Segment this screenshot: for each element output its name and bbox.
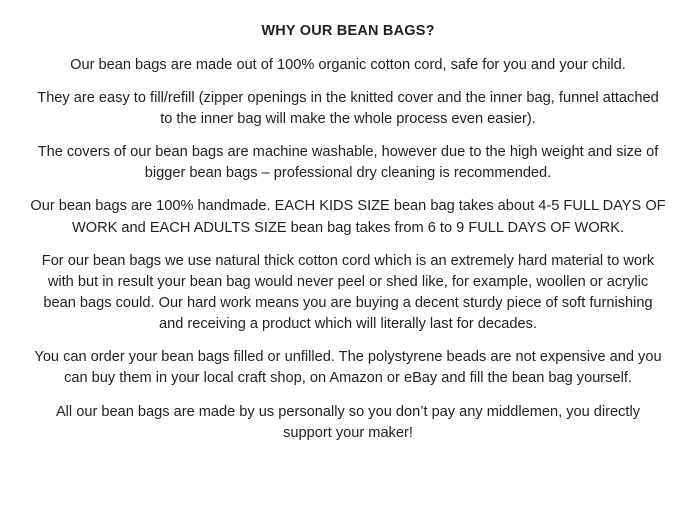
paragraph-material-quality: For our bean bags we use natural thick cotton cord which is an extremely hard material to work with but in result your bean bag would never peel or shed like, for example, woollen or acrylic bean bags could. Our hard work means you are buying a decent sturdy piece of soft furnishing and receiving a product which will literally last for decades. bbox=[41, 252, 655, 333]
paragraph-fill-refill: They are easy to fill/refill (zipper openings in the knitted cover and the inner bag, funnel attached to the inner bag will make the whole process even easier). bbox=[37, 89, 659, 127]
page-title: WHY OUR BEAN BAGS? bbox=[261, 23, 435, 39]
paragraph-support-maker: All our bean bags are made by us personally so you don’t pay any middlemen, you directly support your maker! bbox=[55, 403, 641, 441]
paragraph-handmade: Our bean bags are 100% handmade. EACH KIDS SIZE bean bag takes about 4-5 FULL DAYS OF WORK and EACH ADULTS SIZE bean bag takes from 6 to 9 FULL DAYS OF WORK. bbox=[30, 198, 666, 236]
paragraph-filled-unfilled: You can order your bean bags filled or unfilled. The polystyrene beads are not expensive and you can buy them in your local craft shop, on Amazon or eBay and fill the bean bag yourself. bbox=[34, 349, 662, 387]
paragraph-organic-cotton: Our bean bags are made out of 100% organic cotton cord, safe for you and your child. bbox=[70, 56, 626, 73]
paragraph-washable: The covers of our bean bags are machine washable, however due to the high weight and size of bigger bean bags – professional dry cleaning is recommended. bbox=[37, 144, 659, 182]
